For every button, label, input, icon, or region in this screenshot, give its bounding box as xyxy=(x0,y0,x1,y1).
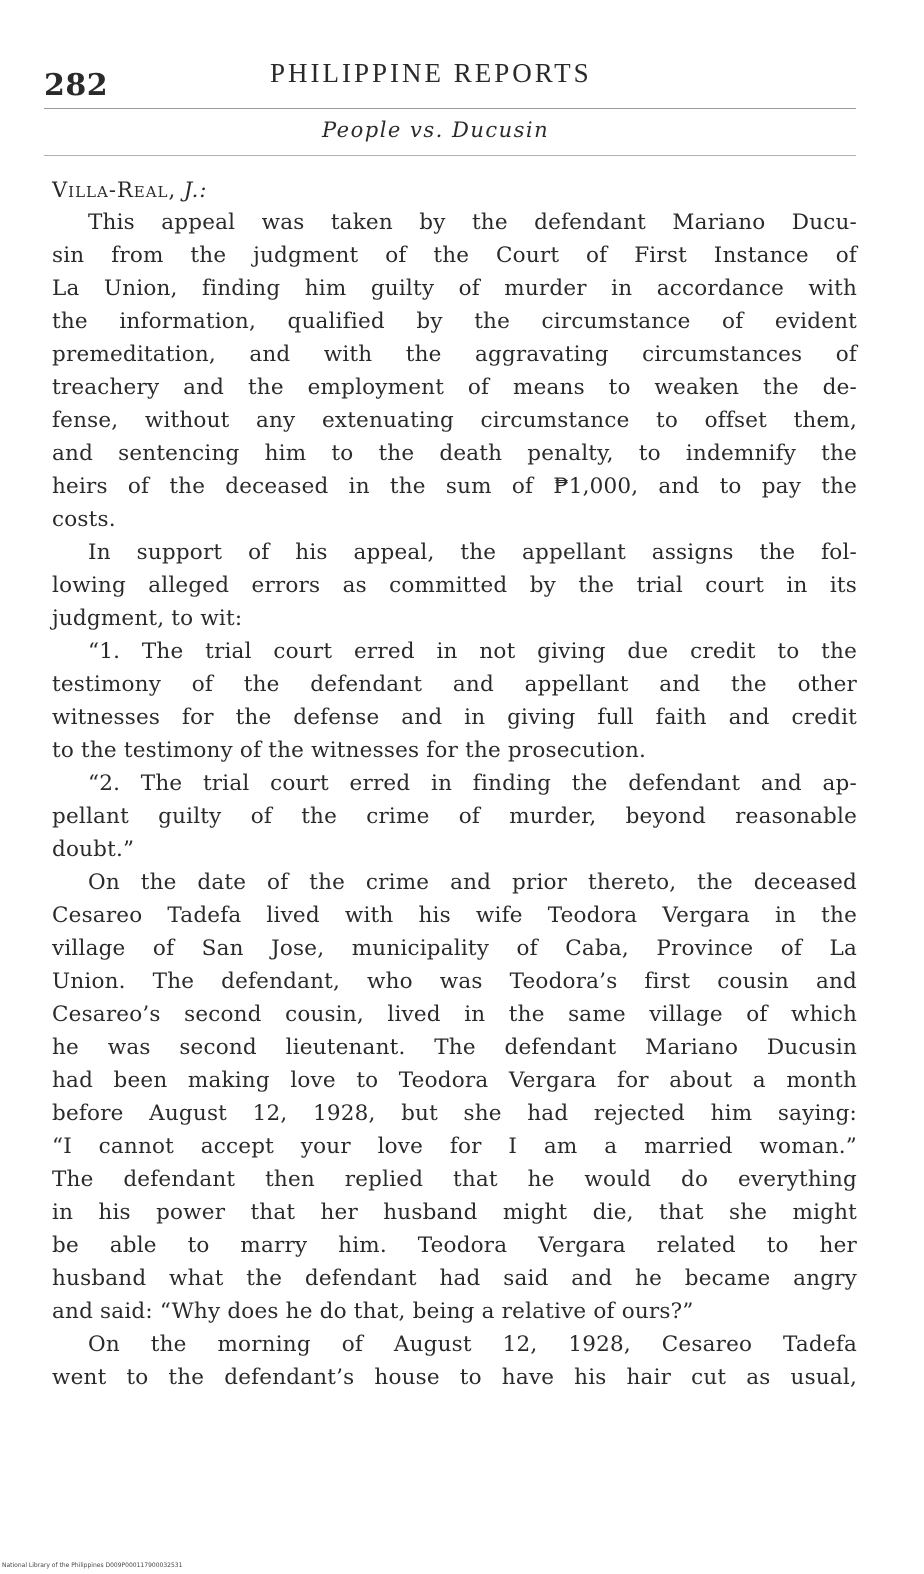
text-line: doubt.” xyxy=(52,837,135,862)
text-line: Cesareo’s second cousin, lived in the same village of which xyxy=(52,1002,857,1027)
text-line: and sentencing him to the death penalty, to indemnify the xyxy=(52,441,857,466)
text-line: pellant guilty of the crime of murder, beyond reasonable xyxy=(52,804,857,829)
text-line: “1. The trial court erred in not giving due credit to the xyxy=(88,639,857,664)
author-name: Villa-Real, xyxy=(52,178,177,202)
text-line: In support of his appeal, the appellant assigns the fol- xyxy=(88,540,857,565)
text-line: “I cannot accept your love for I am a married woman.” xyxy=(52,1134,857,1159)
case-title: People vs. Ducusin xyxy=(322,118,550,142)
library-watermark: National Library of the Philippines D009P000117900032531 xyxy=(2,1562,183,1569)
text-line: premeditation, and with the aggravating circumstances of xyxy=(52,342,857,367)
text-line: lowing alleged errors as committed by the trial court in its xyxy=(52,573,857,598)
text-line: husband what the defendant had said and he became angry xyxy=(52,1266,857,1291)
text-line: Cesareo Tadefa lived with his wife Teodora Vergara in the xyxy=(52,903,857,928)
text-line: “2. The trial court erred in finding the defendant and ap- xyxy=(88,771,857,796)
text-line: costs. xyxy=(52,507,116,532)
text-line: the information, qualified by the circumstance of evident xyxy=(52,309,857,334)
header-rule-bottom xyxy=(44,155,856,156)
text-line: witnesses for the defense and in giving full faith and credit xyxy=(52,705,857,730)
text-line: had been making love to Teodora Vergara for about a month xyxy=(52,1068,857,1093)
text-line: testimony of the defendant and appellant and the other xyxy=(52,672,857,697)
text-line: in his power that her husband might die, that she might xyxy=(52,1200,857,1225)
text-line: fense, without any extenuating circumstance to offset them, xyxy=(52,408,857,433)
text-line: heirs of the deceased in the sum of ₱1,000, and to pay the xyxy=(52,474,857,499)
text-line: Union. The defendant, who was Teodora’s first cousin and xyxy=(52,969,857,994)
text-line: went to the defendant’s house to have his hair cut as usual, xyxy=(52,1365,857,1390)
header-rule-top xyxy=(44,108,856,109)
running-head: PHILIPPINE REPORTS xyxy=(270,58,592,88)
text-line: sin from the judgment of the Court of First Instance of xyxy=(52,243,857,268)
text-line: judgment, to wit: xyxy=(52,606,243,631)
text-line: The defendant then replied that he would do everything xyxy=(52,1167,857,1192)
text-line: La Union, finding him guilty of murder in accordance with xyxy=(52,276,857,301)
text-line: be able to marry him. Teodora Vergara related to her xyxy=(52,1233,857,1258)
text-line: he was second lieutenant. The defendant Mariano Ducusin xyxy=(52,1035,857,1060)
text-line: and said: “Why does he do that, being a relative of ours?” xyxy=(52,1299,694,1324)
author-title: J.: xyxy=(183,178,208,202)
author-line xyxy=(52,178,207,202)
text-line: before August 12, 1928, but she had rejected him saying: xyxy=(52,1101,857,1126)
text-line: On the morning of August 12, 1928, Cesareo Tadefa xyxy=(88,1332,857,1357)
text-line: village of San Jose, municipality of Caba, Province of La xyxy=(52,936,857,961)
text-line: to the testimony of the witnesses for the prosecution. xyxy=(52,738,647,763)
page-number: 282 xyxy=(44,68,109,103)
text-line: On the date of the crime and prior thereto, the deceased xyxy=(88,870,857,895)
text-line: This appeal was taken by the defendant Mariano Ducu- xyxy=(88,210,857,235)
text-line: treachery and the employment of means to weaken the de- xyxy=(52,375,857,400)
